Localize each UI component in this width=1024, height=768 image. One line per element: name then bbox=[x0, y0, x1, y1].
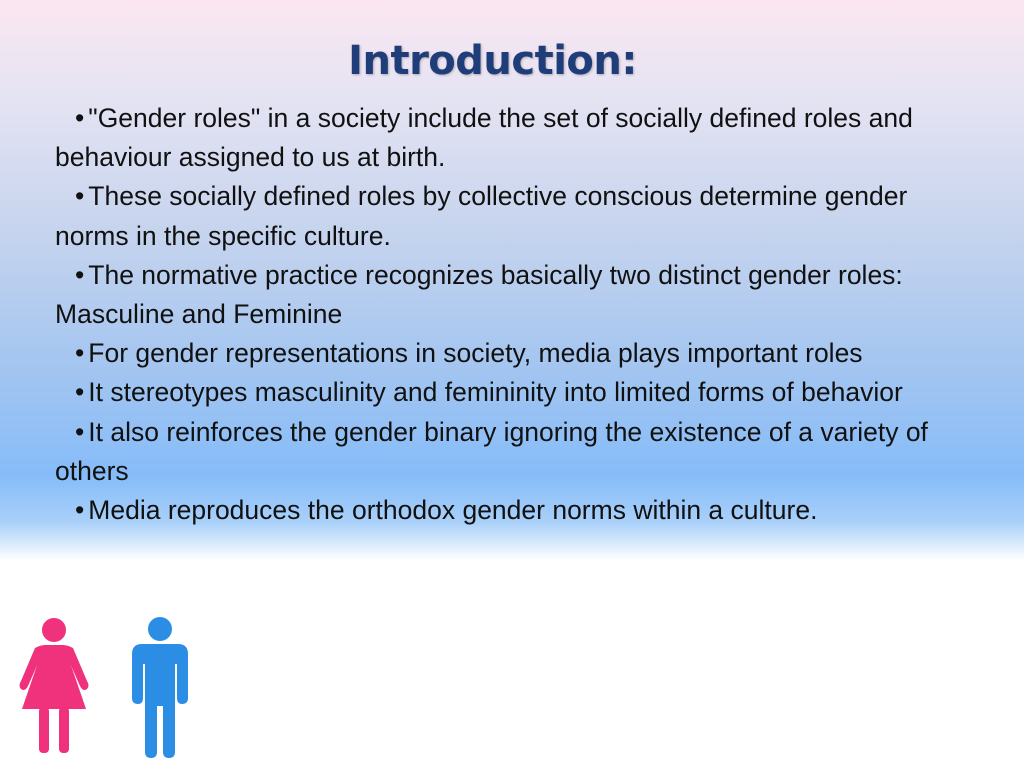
bullet-text: These socially defined roles by collective conscious determine gender norms in the specific culture. bbox=[55, 181, 908, 251]
bullet-item-2 bbox=[55, 177, 965, 255]
male-figure-icon bbox=[132, 617, 188, 758]
bullet-text: It also reinforces the gender binary ignoring the existence of a variety of others bbox=[55, 416, 928, 486]
bullet-item-6 bbox=[55, 413, 965, 491]
bullet-glyph: • bbox=[75, 377, 85, 408]
bullet-text: For gender representations in society, media plays important roles bbox=[88, 338, 863, 369]
female-figure-icon bbox=[20, 618, 89, 753]
bullet-text: It stereotypes masculinity and femininity into limited forms of behavior bbox=[88, 377, 903, 408]
bullet-item-7 bbox=[55, 491, 965, 530]
bullet-item-5 bbox=[55, 373, 965, 412]
bullet-glyph: • bbox=[75, 259, 85, 290]
slide-title: Introduction: bbox=[348, 38, 637, 84]
gender-figures bbox=[16, 614, 196, 759]
bullet-item-1 bbox=[55, 99, 965, 177]
bullet-glyph: • bbox=[75, 103, 85, 133]
bullet-item-3 bbox=[55, 256, 965, 334]
bullet-glyph: • bbox=[75, 416, 85, 447]
bullet-list bbox=[55, 99, 965, 530]
bullet-glyph: • bbox=[75, 495, 85, 526]
bullet-text: Media reproduces the orthodox gender norms within a culture. bbox=[88, 495, 818, 526]
bullet-glyph: • bbox=[75, 181, 85, 212]
bullet-text: "Gender roles" in a society include the set of socially defined roles and behaviour assigned to us at birth. bbox=[55, 103, 913, 173]
bullet-item-4 bbox=[55, 334, 965, 373]
bullet-text: The normative practice recognizes basically two distinct gender roles: Masculine and Feminine bbox=[55, 259, 903, 330]
bullet-glyph: • bbox=[75, 338, 85, 369]
